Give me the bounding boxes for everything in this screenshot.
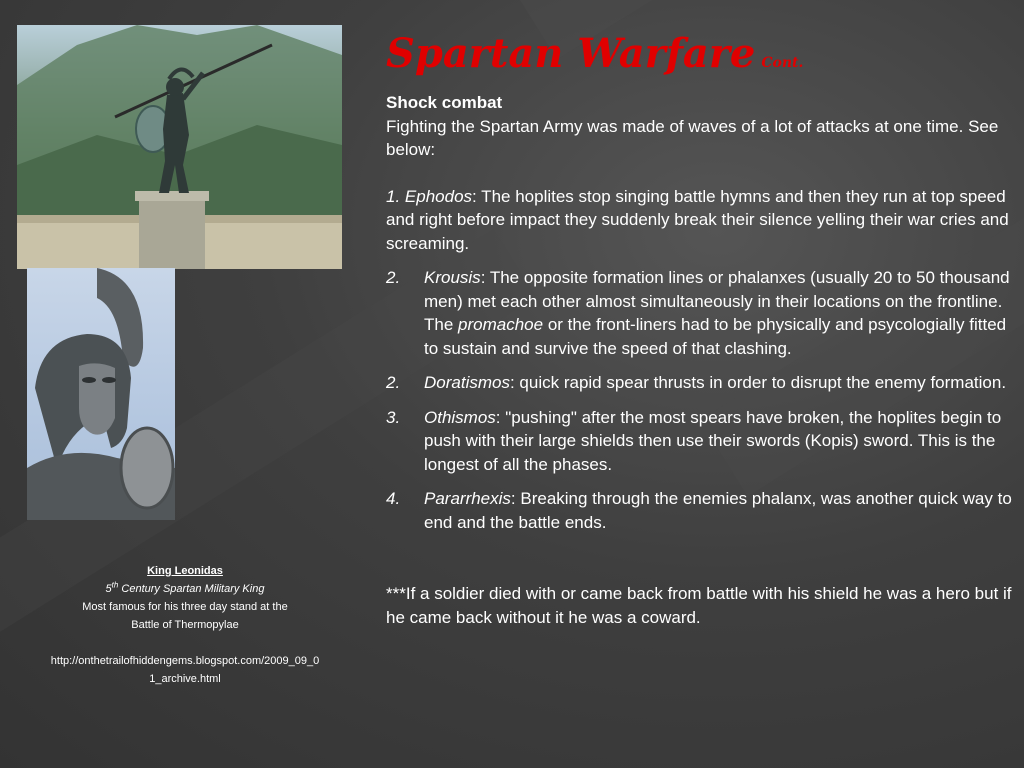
list-item: 1. Ephodos: The hoplites stop singing battle hymns and then they run at top speed and right before impact they suddenly break their silence yelling their war cries and screaming. <box>386 186 1009 253</box>
caption-line: Battle of Thermopylae <box>131 619 239 631</box>
list-item: 2. Doratismos: quick rapid spear thrusts in order to disrupt the enemy formation. <box>386 373 1007 392</box>
title-main: Spartan Warfare <box>386 30 756 77</box>
list-item: 3. Othismos: "pushing" after the most spears have broken, the hoplites begin to push with their large shields then use their swords (Kopis) sword. This is the longest of all the phases. <box>386 407 1002 474</box>
title-cont: Cont. <box>761 55 804 71</box>
statue-illustration <box>17 25 342 269</box>
subtitle: Shock combat <box>386 93 503 112</box>
leonidas-statue-photo <box>17 25 342 269</box>
caption-url[interactable]: http://onthetrailofhiddengems.blogspot.com/2009_09_0 1_archive.html <box>50 655 320 685</box>
footnote: ***If a soldier died with or came back from battle with his shield he was a hero but if he came back without it he was a coward. <box>386 584 1012 627</box>
caption-name: King Leonidas <box>147 565 223 577</box>
slide-title <box>386 30 803 77</box>
intro-text: Fighting the Spartan Army was made of waves of a lot of attacks at one time. See below: <box>386 116 999 159</box>
helmet-illustration <box>27 268 175 520</box>
photo-caption <box>20 562 350 688</box>
slide-body <box>386 91 1016 629</box>
leonidas-helmet-photo <box>27 268 175 520</box>
list-item: 2. Krousis: The opposite formation lines or phalanxes (usually 20 to 50 thousand men) met each other almost simultaneously in their locations on the frontline. The promachoe or the front-liners had to be physically and psycologially fitted to sustain and survive the speed of that clashing. <box>386 268 1010 358</box>
list-item: 4. Pararrhexis: Breaking through the enemies phalanx, was another quick way to end and the battle ends. <box>386 489 1012 532</box>
caption-line: Most famous for his three day stand at the <box>82 601 288 613</box>
caption-title: 5th Century Spartan Military King <box>105 580 265 595</box>
